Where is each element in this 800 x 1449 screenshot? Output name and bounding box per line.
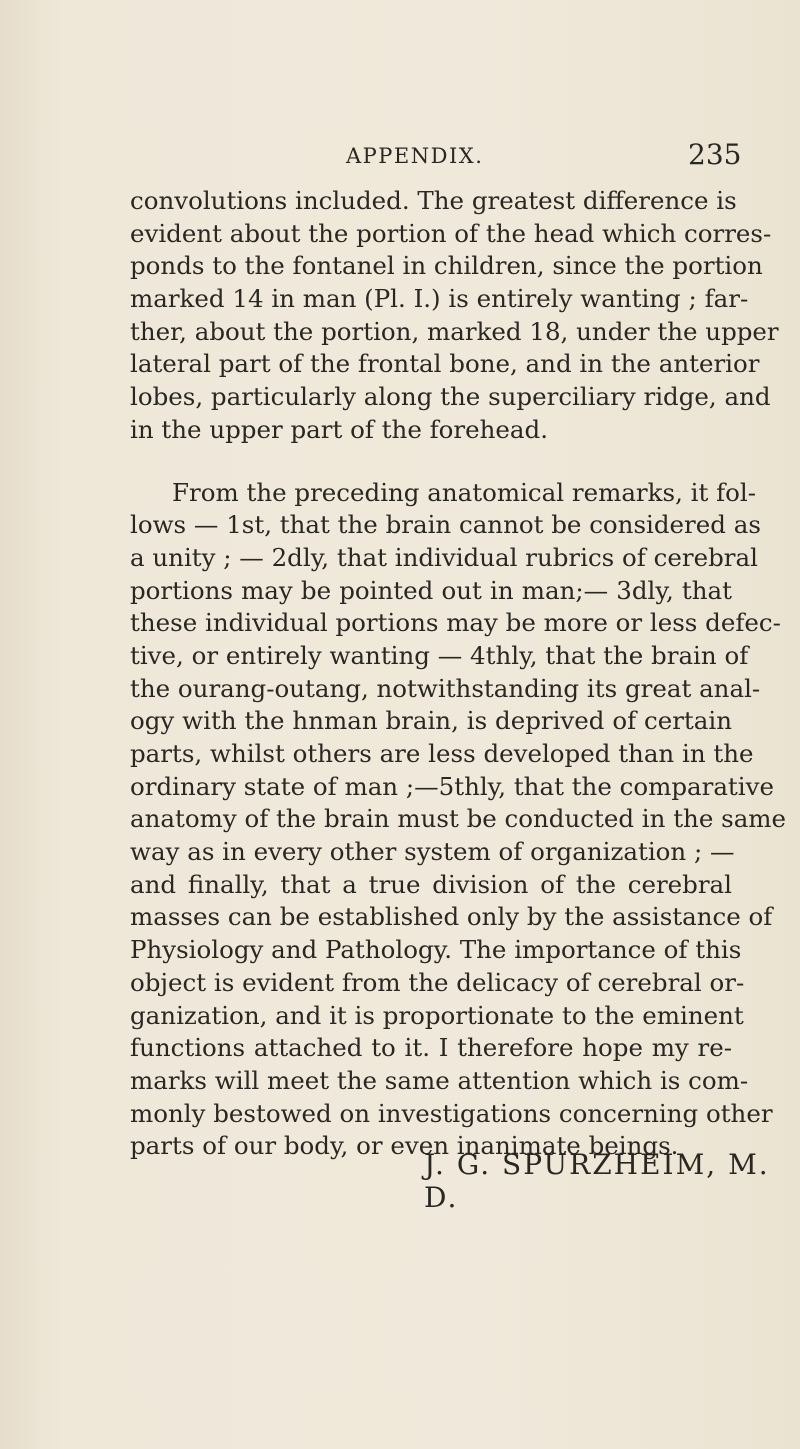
text-line: convolutions included. The greatest difference is bbox=[130, 186, 737, 215]
text-line: From the preceding anatomical remarks, it fol- bbox=[172, 477, 757, 507]
text-line: ordinary state of man ;—5thly, that the comparative bbox=[130, 771, 774, 801]
text-line: parts of our body, or even inanimate beings. bbox=[130, 1131, 679, 1161]
text-line: functions attached to it. I therefore hope my re- bbox=[130, 1033, 732, 1063]
text-line: marks will meet the same attention which is com- bbox=[130, 1065, 749, 1095]
text-line: these individual portions may be more or less defec- bbox=[130, 608, 781, 638]
text-line: lobes, particularly along the superciliary ridge, and bbox=[130, 382, 771, 412]
author-signature: J. G. SPURZHEIM, M. D. bbox=[424, 1148, 770, 1214]
text-line: ganization, and it is proportionate to the eminent bbox=[130, 1000, 744, 1030]
text-line: lateral part of the frontal bone, and in the anterior bbox=[130, 349, 760, 379]
text-line: Physiology and Pathology. The importance of this bbox=[130, 935, 742, 965]
text-line: tive, or entirely wanting — 4thly, that the brain of bbox=[130, 640, 749, 670]
text-line: in the upper part of the forehead. bbox=[130, 414, 548, 444]
text-line: ogy with the hnman brain, is deprived of certain bbox=[130, 706, 732, 736]
text-line: lows — 1st, that the brain cannot be considered as bbox=[130, 510, 761, 540]
text-line: a unity ; — 2dly, that individual rubrics of cerebral bbox=[130, 542, 758, 572]
text-line: and finally, that a true division of the cerebral bbox=[130, 869, 732, 899]
text-line: parts, whilst others are less developed than in the bbox=[130, 739, 754, 768]
text-line: ponds to the fontanel in children, since the portion bbox=[130, 251, 763, 281]
text-line: marked 14 in man (Pl. I.) is entirely wanting ; far- bbox=[130, 284, 749, 314]
paragraph-spacer bbox=[130, 447, 732, 477]
page-number: 235 bbox=[688, 138, 742, 171]
text-line: evident about the portion of the head which corres- bbox=[130, 218, 772, 248]
body-text bbox=[130, 185, 787, 1163]
paragraph-2 bbox=[130, 477, 787, 1163]
text-line: ther, about the portion, marked 18, under the upper bbox=[130, 316, 779, 346]
paragraph-1 bbox=[130, 185, 779, 447]
text-line: the ourang-outang, notwithstanding its great anal- bbox=[130, 673, 761, 703]
text-line: object is evident from the delicacy of cerebral or- bbox=[130, 967, 745, 997]
text-line: monly bestowed on investigations concerning other bbox=[130, 1098, 773, 1128]
running-head: APPENDIX. bbox=[346, 144, 484, 168]
text-line: anatomy of the brain must be conducted in the same bbox=[130, 804, 787, 834]
text-line: masses can be established only by the assistance of bbox=[130, 902, 773, 932]
text-line: portions may be pointed out in man;— 3dly, that bbox=[130, 575, 732, 605]
text-line: way as in every other system of organization ; — bbox=[130, 837, 735, 867]
page-header bbox=[0, 138, 800, 178]
